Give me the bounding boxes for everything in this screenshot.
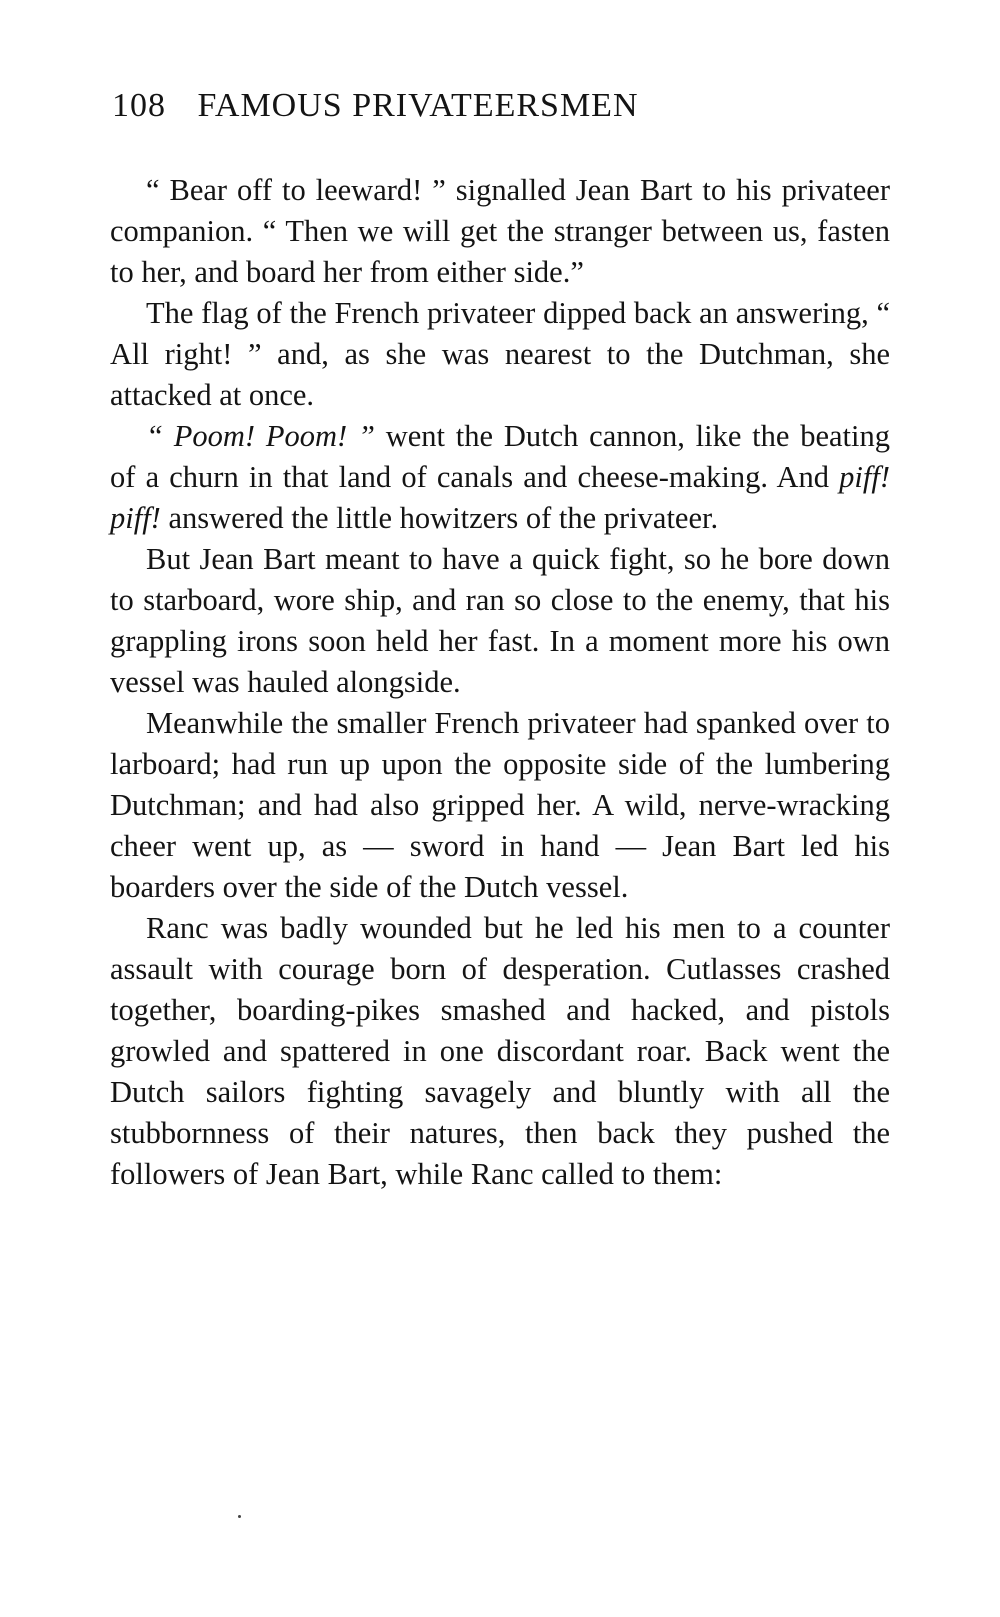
- poom-exclamation: “ Poom! Poom! ”: [146, 419, 375, 453]
- paragraph-3: [110, 416, 890, 539]
- paragraph-3-text-a: went the Dutch cannon, like the beating of a churn in that land of canals and cheese-making. And: [110, 419, 890, 494]
- page-number: 108: [112, 87, 166, 124]
- paragraph-4: But Jean Bart meant to have a quick fight, so he bore down to starboard, wore ship, and ran so close to the enemy, that his grappling irons soon held her fast. In a moment more his own vessel was hauled alongside.: [110, 542, 890, 699]
- piff-exclamation: piff! piff!: [110, 460, 890, 535]
- running-header: [112, 86, 639, 126]
- body-text: [110, 170, 890, 1195]
- paragraph-3-text-b: answered the little howitzers of the privateer.: [160, 501, 719, 535]
- print-speck: [238, 1515, 241, 1518]
- paragraph-6: Ranc was badly wounded but he led his men to a counter assault with courage born of desperation. Cutlasses crashed together, boarding-pikes smashed and hacked, and pistols growled and spattered in one discordant roar. Back went the Dutch sailors fighting savagely and bluntly with all the stubbornness of their natures, then back they pushed the followers of Jean Bart, while Ranc called to them:: [110, 911, 890, 1191]
- paragraph-1: “ Bear off to leeward! ” signalled Jean Bart to his privateer companion. “ Then we will get the stranger between us, fasten to her, and board her from either side.”: [110, 173, 890, 289]
- paragraph-2: The flag of the French privateer dipped back an answering, “ All right! ” and, as she was nearest to the Dutchman, she attacked at once.: [110, 296, 890, 412]
- running-title: FAMOUS PRIVATEERSMEN: [197, 87, 639, 124]
- paragraph-5: Meanwhile the smaller French privateer had spanked over to larboard; had run up upon the opposite side of the lumbering Dutchman; and had also gripped her. A wild, nerve-wracking cheer went up, as — sword in hand — Jean Bart led his boarders over the side of the Dutch vessel.: [110, 706, 890, 904]
